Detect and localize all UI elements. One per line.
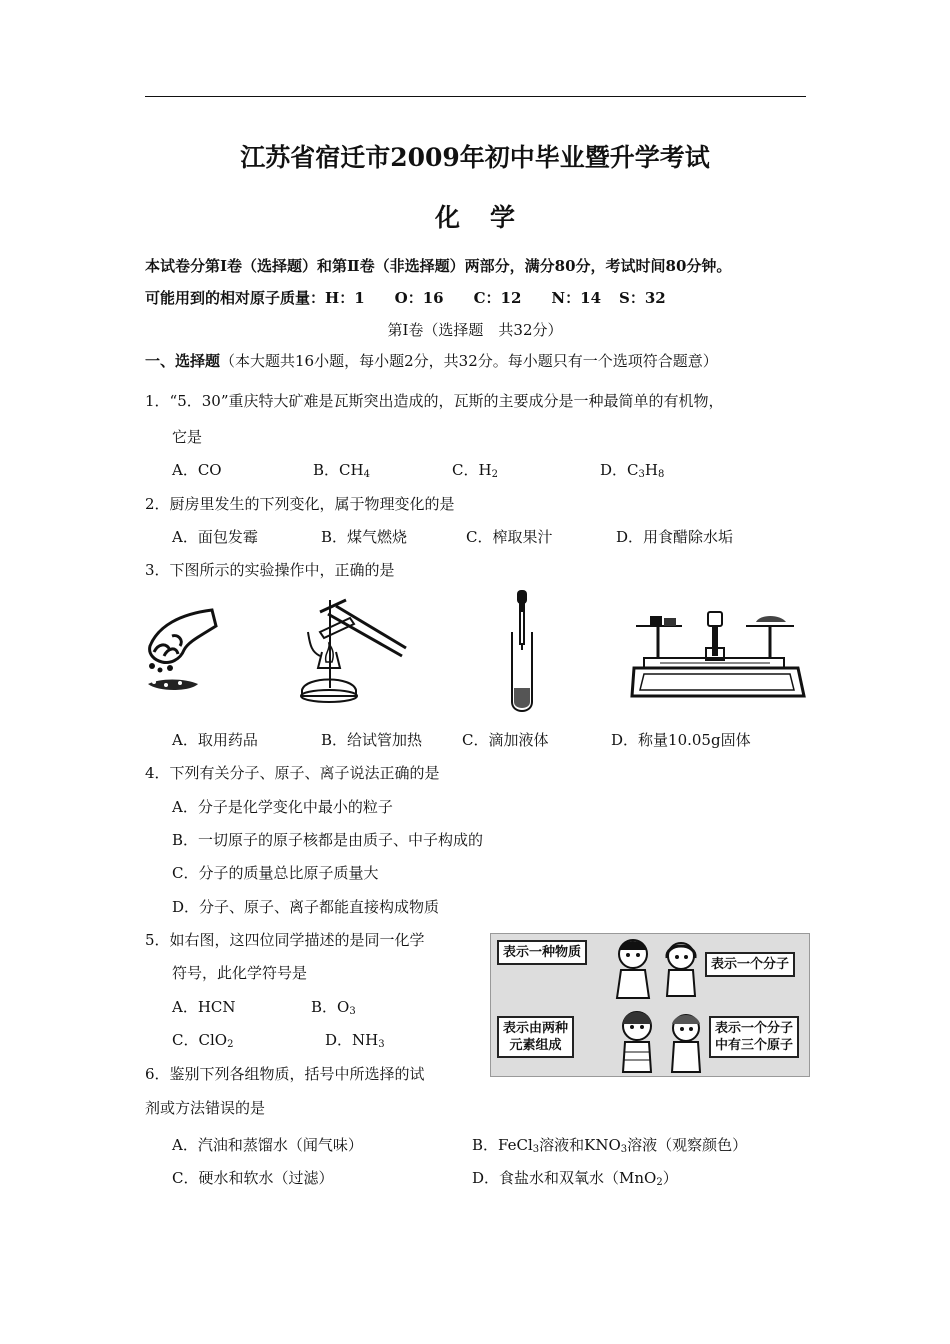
bubble-one-molecule: 表示一个分子 (705, 952, 795, 977)
section1-note: （本大题共16小题，每小题2分，共32分。每小题只有一个选项符合题意） (220, 352, 718, 370)
q5-cartoon-figure (490, 933, 810, 1077)
q3-option-d: D．称量10.05g固体 (611, 731, 751, 749)
part1-heading: 第Ⅰ卷（选择题 共32分） (387, 321, 563, 339)
student-figure-2 (659, 938, 703, 998)
q2-stem: 2．厨房里发生的下列变化，属于物理变化的是 (145, 495, 455, 513)
subject-title: 化学 (434, 203, 545, 232)
q1-option-a: A．CO (172, 461, 222, 479)
section1-heading: 一、选择题 (145, 352, 221, 370)
q6-option-c: C．硬水和软水（过滤） (172, 1169, 334, 1187)
atomic-mass-label: 可能用到的相对原子质量： (145, 289, 326, 307)
q4-option-c: C．分子的质量总比原子质量大 (172, 864, 379, 882)
q6-option-d: D．食盐水和双氧水（MnO$_2$） (472, 1169, 678, 1188)
q4-stem: 4．下列有关分子、原子、离子说法正确的是 (145, 764, 440, 782)
q5-stem-1: 5．如右图，这四位同学描述的是同一化学 (145, 931, 425, 949)
bubble-three-atoms: 表示一个分子 中有三个原子 (709, 1016, 799, 1058)
atomic-mass-s: S：32 (619, 289, 666, 307)
bubble-two-elements: 表示由两种 元素组成 (497, 1016, 574, 1058)
q3-option-a: A．取用药品 (172, 731, 258, 749)
q6-option-a: A．汽油和蒸馏水（闻气味） (172, 1136, 363, 1154)
q5-option-c: C．ClO$_2$ (172, 1031, 234, 1050)
q5-option-a: A．HCN (172, 998, 236, 1016)
figure-heating-test-tube (290, 592, 412, 710)
student-figure-3 (613, 1008, 661, 1074)
q2-option-a: A．面包发霉 (172, 528, 258, 546)
q1-stem-1: 1．“5．30”重庆特大矿难是瓦斯突出造成的，瓦斯的主要成分是一种最简单的有机物， (145, 392, 724, 410)
atomic-mass-c: C：12 (473, 289, 522, 307)
q3-stem: 3．下图所示的实验操作中，正确的是 (145, 561, 395, 579)
figure-hand-taking-reagent (140, 606, 222, 696)
intro-text: 本试卷分第Ⅰ卷（选择题）和第Ⅱ卷（非选择题）两部分，满分80分，考试时间80分钟。 (145, 257, 732, 275)
q6-stem-1: 6．鉴别下列各组物质，括号中所选择的试 (145, 1065, 425, 1083)
q3-option-b: B．给试管加热 (321, 731, 423, 749)
atomic-mass-o: O：16 (394, 289, 444, 307)
q3-option-c: C．滴加液体 (462, 731, 549, 749)
q4-option-a: A．分子是化学变化中最小的粒子 (172, 798, 393, 816)
figure-dropping-liquid (508, 590, 538, 714)
q1-stem-2: 它是 (172, 428, 203, 446)
q6-option-b: B．FeCl$_3$溶液和$KNO_3$溶液（观察颜色） (472, 1136, 748, 1155)
exam-title: 江苏省宿迁市2009年初中毕业暨升学考试 (240, 143, 710, 172)
q1-option-d: D．$C_3H_8$ (600, 461, 665, 480)
q5-stem-2: 符号，此化学符号是 (172, 964, 308, 982)
q6-stem-2: 剂或方法错误的是 (145, 1099, 266, 1117)
q4-option-b: B．一切原子的原子核都是由质子、中子构成的 (172, 831, 484, 849)
figure-weighing-balance (630, 610, 806, 704)
q2-option-b: B．煤气燃烧 (321, 528, 408, 546)
student-figure-1 (609, 936, 659, 1000)
atomic-mass-h: H：1 (325, 289, 365, 307)
q2-option-c: C．榨取果汁 (466, 528, 553, 546)
q4-option-d: D．分子、原子、离子都能直接构成物质 (172, 898, 440, 916)
q1-option-c: C．$H_2$ (452, 461, 498, 480)
q1-option-b: B．$CH_4$ (313, 461, 370, 480)
q2-option-d: D．用食醋除水垢 (616, 528, 734, 546)
section1-line (145, 350, 718, 371)
atomic-mass-n: N：14 (551, 289, 602, 307)
bubble-one-substance: 表示一种物质 (497, 940, 587, 965)
q5-option-b: B．$O_3$ (311, 998, 356, 1017)
student-figure-4 (663, 1010, 709, 1074)
header-rule (145, 96, 806, 97)
q5-option-d: D．$NH_3$ (325, 1031, 385, 1050)
atomic-mass-line (145, 287, 666, 308)
